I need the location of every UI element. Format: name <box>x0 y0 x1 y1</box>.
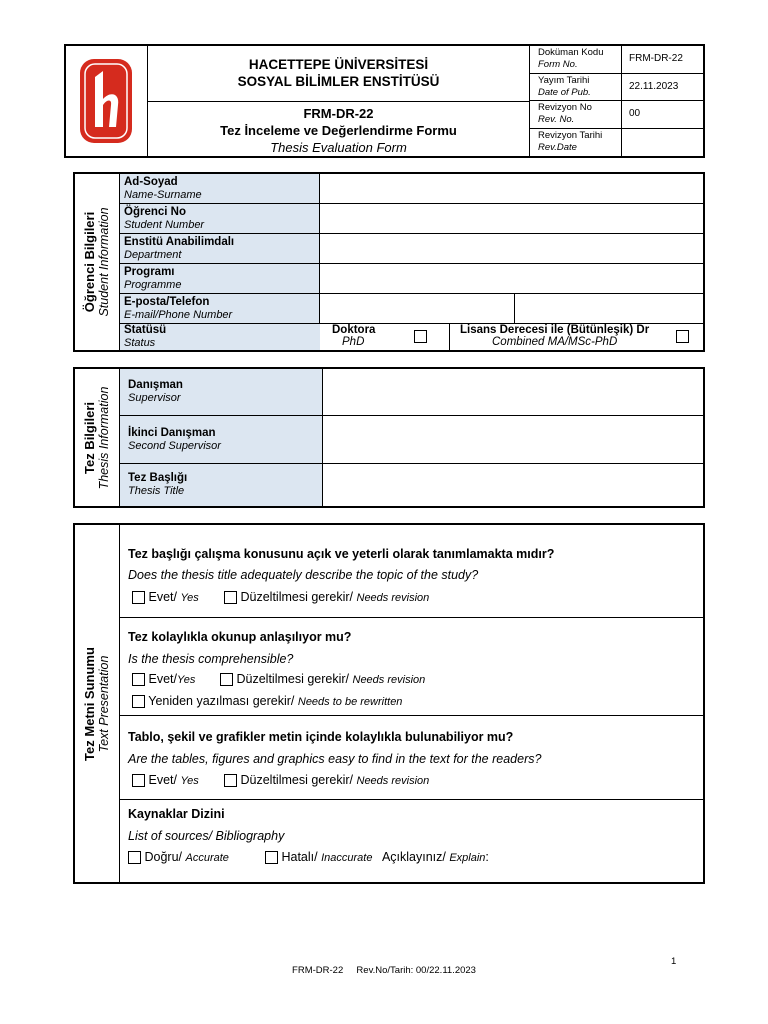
label-en: Status <box>124 337 156 349</box>
meta-label <box>530 46 622 73</box>
rewrite-checkbox[interactable] <box>132 695 145 708</box>
combined-checkbox[interactable] <box>676 330 689 343</box>
supervisor-label <box>120 369 323 416</box>
email-field[interactable] <box>320 294 515 324</box>
question-block <box>120 525 705 618</box>
status-combined-en: Combined MA/MSc-PhD <box>492 336 618 348</box>
side-title-en: Student Information <box>97 207 111 317</box>
form-title-block <box>148 102 529 156</box>
option-yes <box>132 672 195 686</box>
option-en: Yes <box>176 674 196 686</box>
footer-text: FRM-DR-22 Rev.No/Tarih: 00/22.11.2023 <box>292 965 476 976</box>
label-en: Programme <box>124 279 182 291</box>
option-needs-revision <box>224 590 429 604</box>
yes-checkbox[interactable] <box>132 673 145 686</box>
label-tr: Enstitü Anabilimdalı <box>124 236 235 248</box>
label-tr: Danışman <box>128 379 183 391</box>
form-title-en: Thesis Evaluation Form <box>270 140 407 155</box>
meta-value: FRM-DR-22 <box>629 53 683 64</box>
side-title-tr: Tez Bilgileri <box>82 401 97 474</box>
explain-label-tr: Açıklayınız/ <box>381 850 450 864</box>
option-needs-revision <box>220 672 425 686</box>
option-inaccurate <box>265 850 489 864</box>
student-number-label <box>120 204 320 234</box>
document-meta <box>530 46 705 156</box>
yes-checkbox[interactable] <box>132 774 145 787</box>
option-en: Yes <box>180 775 199 787</box>
title-cell <box>148 46 530 156</box>
second-supervisor-label <box>120 416 323 464</box>
question-block <box>120 618 705 716</box>
option-tr: Doğru/ <box>144 850 186 864</box>
meta-value <box>622 129 705 157</box>
question-block <box>120 716 705 800</box>
label-en: Second Supervisor <box>128 440 221 452</box>
form-code: FRM-DR-22 <box>303 106 374 121</box>
meta-label <box>530 129 622 157</box>
student-info-section <box>73 172 705 352</box>
section-side-label <box>75 525 120 882</box>
logo-cell <box>66 46 148 156</box>
phd-checkbox[interactable] <box>414 330 427 343</box>
option-tr: Evet/ <box>148 590 181 604</box>
thesis-title-field[interactable] <box>323 464 705 506</box>
label-tr: Statüsü <box>124 324 167 336</box>
name-field[interactable] <box>320 174 705 204</box>
institution-name <box>148 46 529 102</box>
question-en: Does the thesis title adequately describe the topic of the study? <box>128 568 479 582</box>
label-tr: Programı <box>124 266 175 278</box>
status-phd-tr: Doktora <box>332 324 376 336</box>
option-en: Needs revision <box>356 775 430 787</box>
option-tr: Yeniden yazılması gerekir/ <box>148 694 298 708</box>
text-presentation-section <box>73 523 705 884</box>
option-en: Needs revision <box>356 592 430 604</box>
option-needs-revision <box>224 773 429 787</box>
question-tr: Tez kolaylıkla okunup anlaşılıyor mu? <box>128 630 352 644</box>
meta-label-en: Rev. No. <box>538 114 575 125</box>
label-tr: Ad-Soyad <box>124 176 178 188</box>
needs-revision-checkbox[interactable] <box>224 774 237 787</box>
meta-label-tr: Revizyon No <box>538 102 592 113</box>
meta-label-tr: Doküman Kodu <box>538 47 604 58</box>
email-phone-label <box>120 294 320 324</box>
option-en: Needs to be rewritten <box>297 696 403 708</box>
option-en: Needs revision <box>352 674 426 686</box>
section-side-label <box>75 174 120 350</box>
status-phd <box>320 324 450 350</box>
form-header <box>64 44 705 158</box>
accurate-checkbox[interactable] <box>128 851 141 864</box>
yes-checkbox[interactable] <box>132 591 145 604</box>
name-label <box>120 174 320 204</box>
option-tr: Evet/ <box>148 773 181 787</box>
question-block <box>120 800 705 882</box>
department-label <box>120 234 320 264</box>
side-title-en: Text Presentation <box>97 655 111 752</box>
meta-label <box>530 74 622 101</box>
inaccurate-checkbox[interactable] <box>265 851 278 864</box>
meta-label-en: Rev.Date <box>538 141 577 153</box>
label-tr: İkinci Danışman <box>128 427 216 439</box>
label-en: Supervisor <box>128 392 181 404</box>
meta-row <box>530 46 705 74</box>
option-en: Accurate <box>185 852 229 864</box>
phone-field[interactable] <box>515 294 705 324</box>
label-tr: E-posta/Telefon <box>124 296 210 308</box>
option-tr: Evet/ <box>148 672 177 686</box>
meta-value: 22.11.2023 <box>629 80 679 92</box>
meta-row <box>530 101 705 129</box>
section-side-label <box>75 369 120 506</box>
status-combined-tr: Lisans Derecesi ile (Bütünleşik) Dr <box>460 324 650 336</box>
needs-revision-checkbox[interactable] <box>224 591 237 604</box>
department-field[interactable] <box>320 234 705 264</box>
meta-label <box>530 101 622 128</box>
question-en: Are the tables, figures and graphics easy to find in the text for the readers? <box>128 752 542 766</box>
question-en: List of sources/ Bibliography <box>128 829 285 843</box>
form-title-tr: Tez İnceleme ve Değerlendirme Formu <box>220 123 457 138</box>
thesis-info-section <box>73 367 705 508</box>
programme-field[interactable] <box>320 264 705 294</box>
label-tr: Tez Başlığı <box>128 472 188 484</box>
label-en: E-mail/Phone Number <box>124 309 233 321</box>
option-rewrite <box>132 694 402 708</box>
meta-label-tr: Revizyon Tarihi <box>538 129 603 141</box>
meta-row <box>530 74 705 102</box>
student-number-field[interactable] <box>320 204 705 234</box>
meta-label-en: Form No. <box>538 59 578 70</box>
option-tr: Hatalı/ <box>281 850 322 864</box>
option-yes <box>132 590 199 604</box>
option-tr: Düzeltilmesi gerekir/ <box>240 590 357 604</box>
page-number: 1 <box>671 956 677 967</box>
institute-name: SOSYAL BİLİMLER ENSTİTÜSÜ <box>237 74 440 89</box>
option-en: Inaccurate <box>321 852 373 864</box>
question-en: Is the thesis comprehensible? <box>128 652 294 666</box>
thesis-title-label <box>120 464 323 506</box>
question-tr: Kaynaklar Dizini <box>128 807 225 821</box>
label-en: Student Number <box>124 219 205 231</box>
option-tr: Düzeltilmesi gerekir/ <box>240 773 357 787</box>
explain-label-en: Explain <box>449 852 486 864</box>
label-en: Thesis Title <box>128 485 185 497</box>
meta-label-tr: Yayım Tarihi <box>538 74 590 86</box>
question-tr: Tez başlığı çalışma konusunu açık ve yeterli olarak tanımlamakta mıdır? <box>128 547 555 561</box>
option-accurate <box>128 850 229 864</box>
question-tr: Tablo, şekil ve grafikler metin içinde kolaylıkla bulunabiliyor mu? <box>128 730 514 744</box>
label-en: Name-Surname <box>124 189 202 201</box>
option-yes <box>132 773 199 787</box>
explain-colon: : <box>485 850 489 864</box>
status-combined <box>450 324 705 350</box>
status-label <box>120 324 320 350</box>
meta-label-en: Date of Pub. <box>538 86 591 98</box>
supervisor-field[interactable] <box>323 369 705 416</box>
programme-label <box>120 264 320 294</box>
option-en: Yes <box>180 592 199 604</box>
needs-revision-checkbox[interactable] <box>220 673 233 686</box>
side-title-tr: Tez Metni Sunumu <box>82 646 97 761</box>
hacettepe-logo <box>80 59 132 143</box>
meta-value: 00 <box>629 108 641 119</box>
university-name: HACETTEPE ÜNİVERSİTESİ <box>248 57 429 72</box>
status-phd-en: PhD <box>342 336 365 348</box>
label-en: Department <box>124 249 182 261</box>
second-supervisor-field[interactable] <box>323 416 705 464</box>
label-tr: Öğrenci No <box>124 206 186 218</box>
side-title-en: Thesis Information <box>97 386 111 489</box>
option-tr: Düzeltilmesi gerekir/ <box>236 672 353 686</box>
side-title-tr: Öğrenci Bilgileri <box>82 211 97 313</box>
meta-row <box>530 129 705 157</box>
